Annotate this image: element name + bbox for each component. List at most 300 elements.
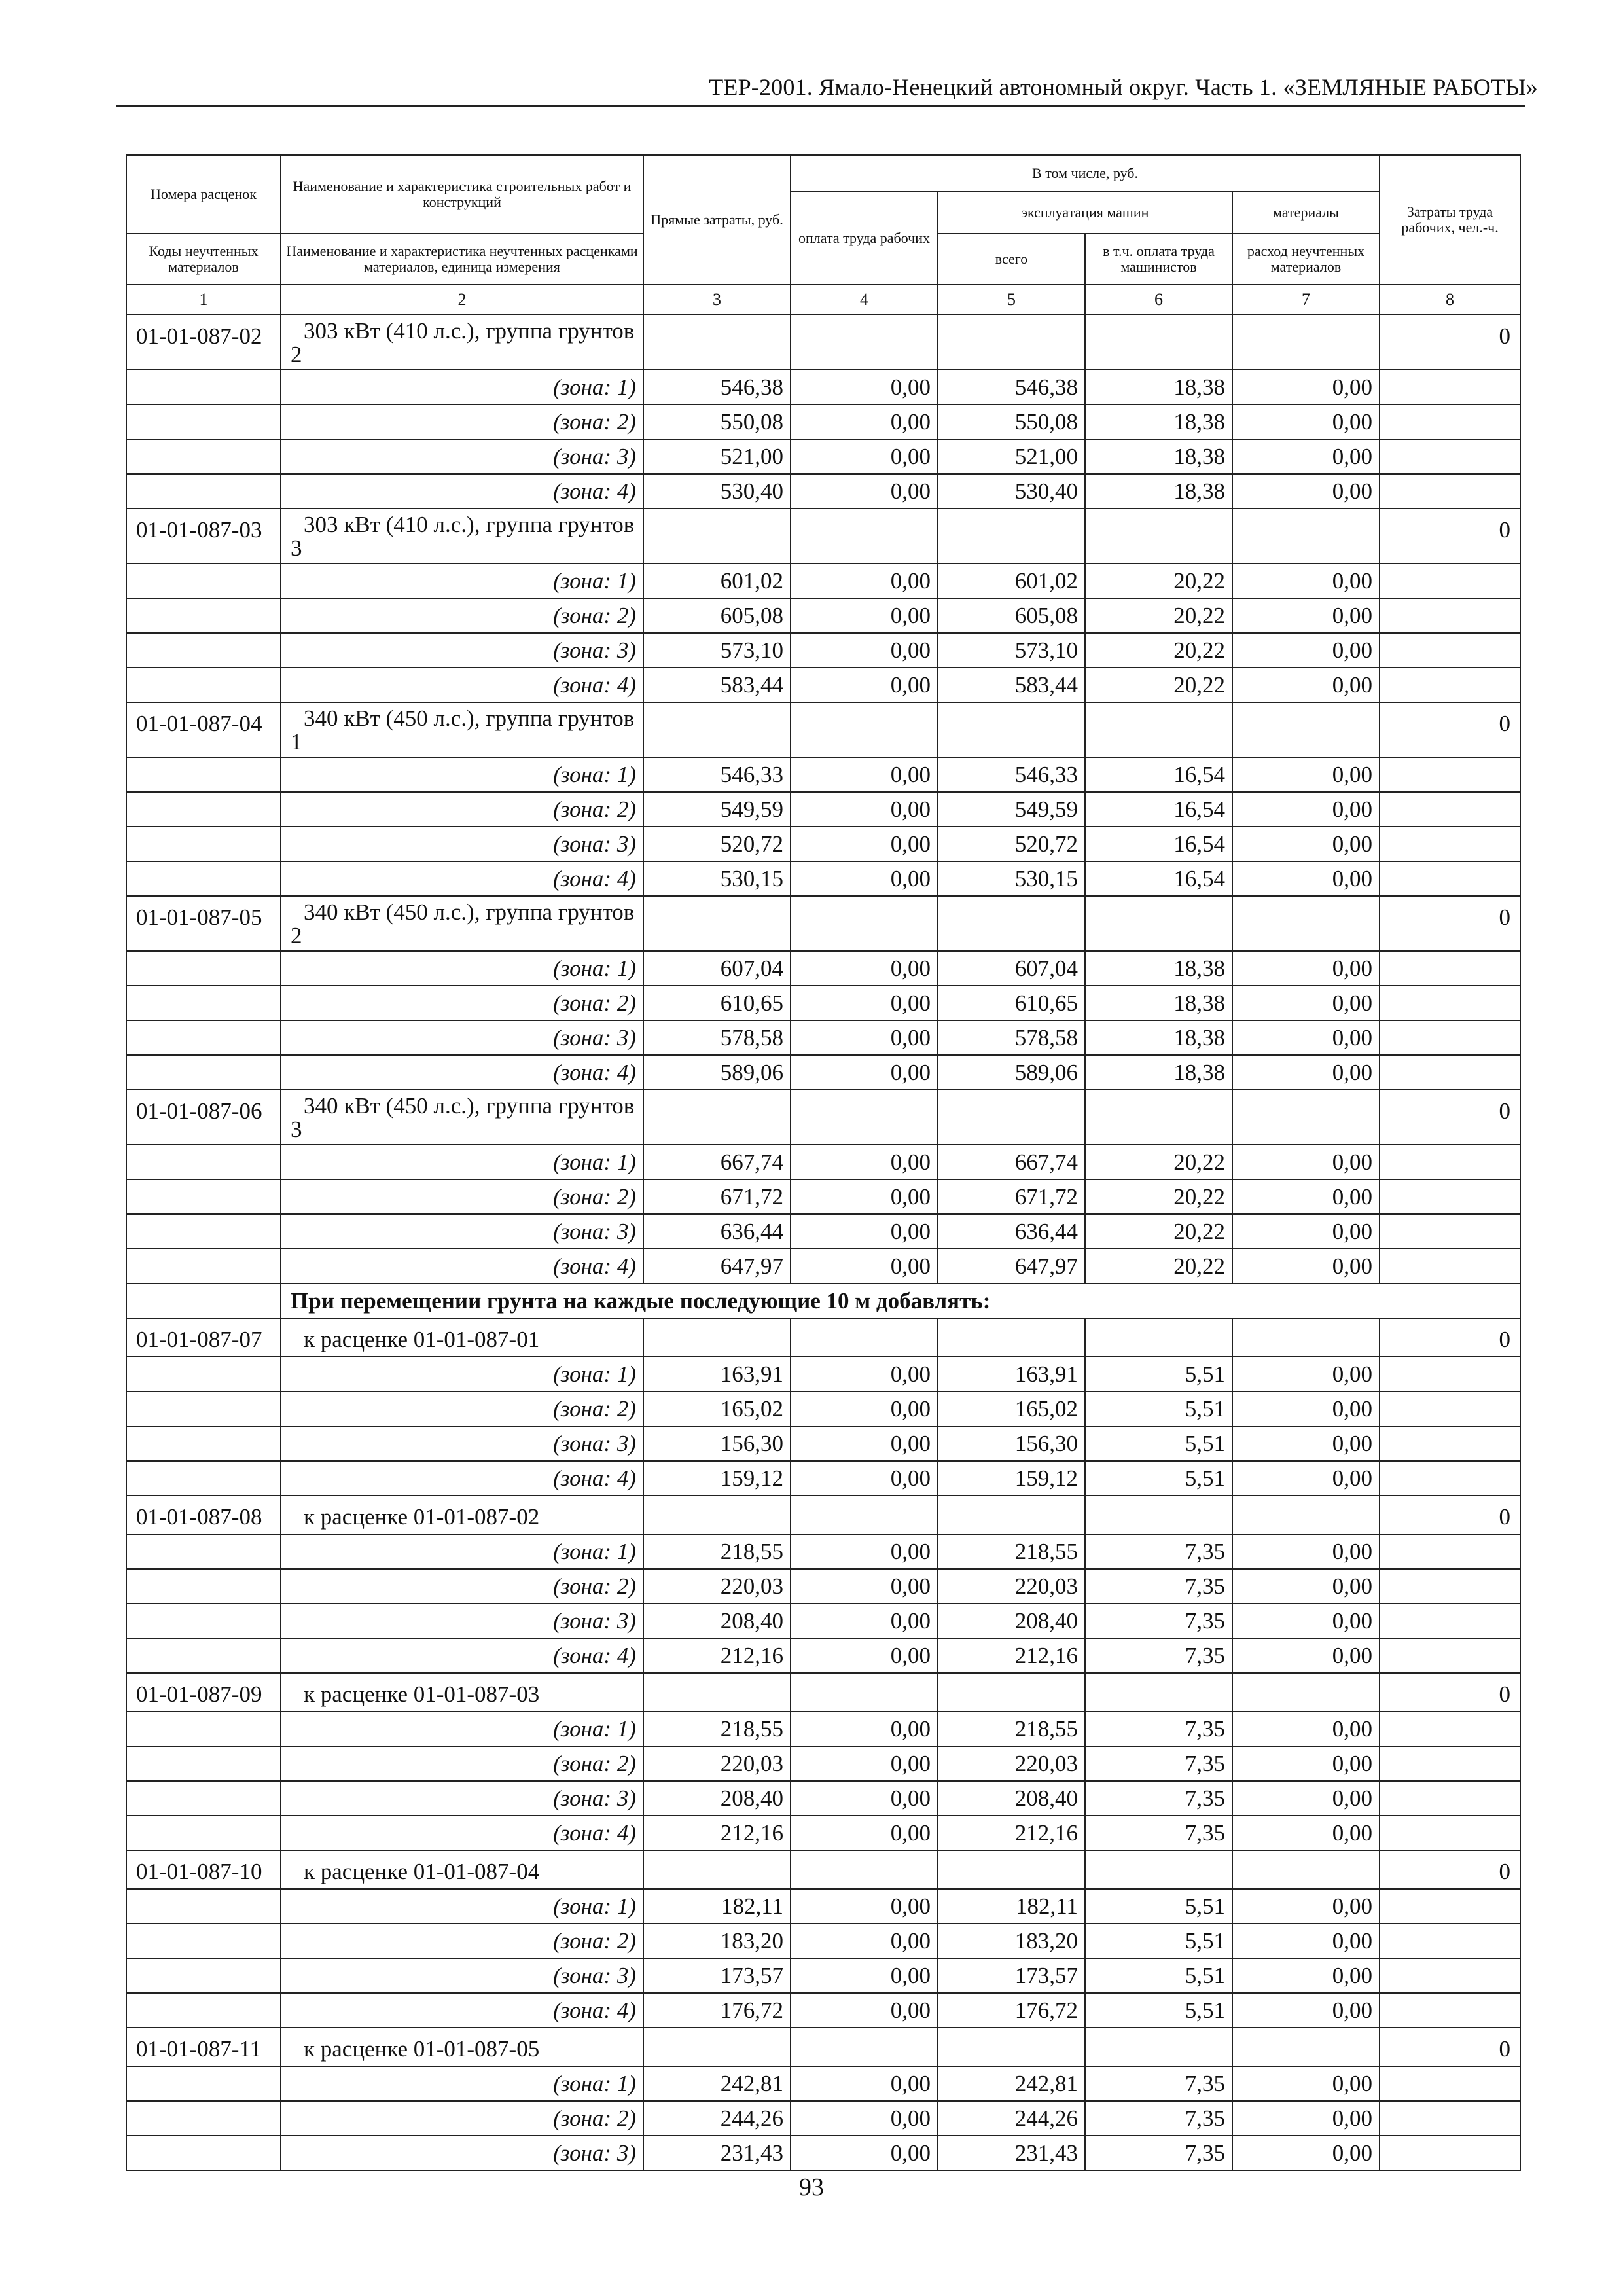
column-number: 5 — [938, 285, 1085, 315]
worker-wages: 0,00 — [791, 439, 938, 474]
operator-wages: 7,35 — [1085, 1604, 1232, 1638]
operator-wages: 18,38 — [1085, 404, 1232, 439]
empty-cell — [126, 1283, 281, 1318]
zone-row — [126, 1020, 1520, 1055]
worker-wages: 0,00 — [791, 598, 938, 633]
direct-costs: 530,40 — [643, 474, 791, 509]
operator-wages: 7,35 — [1085, 2136, 1232, 2170]
zone-label: (зона: 1) — [281, 2066, 643, 2101]
zone-label: (зона: 2) — [281, 2101, 643, 2136]
empty-cell — [126, 1712, 281, 1746]
worker-wages: 0,00 — [791, 1357, 938, 1391]
rate-name: к расценке 01-01-087-01 — [281, 1318, 643, 1357]
empty-cell — [1380, 1145, 1520, 1179]
empty-cell — [643, 896, 791, 951]
machines-total: 546,38 — [938, 370, 1085, 404]
materials: 0,00 — [1232, 1958, 1380, 1993]
zone-label: (зона: 1) — [281, 1145, 643, 1179]
worker-wages: 0,00 — [791, 1638, 938, 1673]
rate-row — [126, 1673, 1520, 1712]
machines-total: 610,65 — [938, 986, 1085, 1020]
column-number: 1 — [126, 285, 281, 315]
empty-cell — [1380, 2136, 1520, 2170]
rate-row — [126, 509, 1520, 564]
direct-costs: 605,08 — [643, 598, 791, 633]
direct-costs: 176,72 — [643, 1993, 791, 2028]
operator-wages: 18,38 — [1085, 474, 1232, 509]
zone-label: (зона: 2) — [281, 986, 643, 1020]
machines-total: 165,02 — [938, 1391, 1085, 1426]
zone-row — [126, 370, 1520, 404]
machines-total: 218,55 — [938, 1534, 1085, 1569]
worker-wages: 0,00 — [791, 2101, 938, 2136]
zone-row — [126, 1816, 1520, 1850]
machines-total: 520,72 — [938, 827, 1085, 861]
empty-cell — [1085, 1318, 1232, 1357]
direct-costs: 242,81 — [643, 2066, 791, 2101]
zone-label: (зона: 3) — [281, 827, 643, 861]
empty-cell — [126, 668, 281, 702]
operator-wages: 20,22 — [1085, 1249, 1232, 1283]
zone-label: (зона: 1) — [281, 757, 643, 792]
empty-cell — [1085, 702, 1232, 757]
rate-name: 303 кВт (410 л.с.), группа грунтов 3 — [281, 509, 643, 564]
direct-costs: 218,55 — [643, 1712, 791, 1746]
zone-row — [126, 439, 1520, 474]
zone-label: (зона: 1) — [281, 1712, 643, 1746]
rate-code: 01-01-087-05 — [126, 896, 281, 951]
worker-wages: 0,00 — [791, 564, 938, 598]
zone-row — [126, 1569, 1520, 1604]
zone-row — [126, 1426, 1520, 1461]
table-body — [126, 315, 1520, 2170]
empty-cell — [1085, 1496, 1232, 1534]
direct-costs: 163,91 — [643, 1357, 791, 1391]
section-title: При перемещении грунта на каждые последующие 10 м добавлять: — [281, 1283, 1520, 1318]
machines-total: 208,40 — [938, 1604, 1085, 1638]
empty-cell — [126, 1781, 281, 1816]
operator-wages: 20,22 — [1085, 668, 1232, 702]
empty-cell — [1380, 1712, 1520, 1746]
direct-costs: 636,44 — [643, 1214, 791, 1249]
zone-label: (зона: 2) — [281, 1391, 643, 1426]
rate-name: к расценке 01-01-087-02 — [281, 1496, 643, 1534]
empty-cell — [126, 1569, 281, 1604]
empty-cell — [126, 1145, 281, 1179]
column-number: 4 — [791, 285, 938, 315]
empty-cell — [791, 1318, 938, 1357]
machines-total: 605,08 — [938, 598, 1085, 633]
rate-row — [126, 702, 1520, 757]
labor-costs: 0 — [1380, 1090, 1520, 1145]
materials: 0,00 — [1232, 633, 1380, 668]
empty-cell — [1380, 1958, 1520, 1993]
zone-row — [126, 668, 1520, 702]
operator-wages: 7,35 — [1085, 1534, 1232, 1569]
direct-costs: 183,20 — [643, 1924, 791, 1958]
rate-code: 01-01-087-08 — [126, 1496, 281, 1534]
empty-cell — [126, 1214, 281, 1249]
direct-costs: 601,02 — [643, 564, 791, 598]
header-rule — [116, 105, 1525, 107]
empty-cell — [1232, 2028, 1380, 2066]
operator-wages: 20,22 — [1085, 598, 1232, 633]
direct-costs: 159,12 — [643, 1461, 791, 1496]
table-header — [126, 155, 1520, 315]
materials: 0,00 — [1232, 564, 1380, 598]
operator-wages: 5,51 — [1085, 1461, 1232, 1496]
labor-costs: 0 — [1380, 1496, 1520, 1534]
empty-cell — [938, 1496, 1085, 1534]
materials: 0,00 — [1232, 370, 1380, 404]
empty-cell — [1380, 1569, 1520, 1604]
empty-cell — [1232, 1318, 1380, 1357]
operator-wages: 18,38 — [1085, 439, 1232, 474]
direct-costs: 647,97 — [643, 1249, 791, 1283]
empty-cell — [791, 1673, 938, 1712]
machines-total: 521,00 — [938, 439, 1085, 474]
operator-wages: 20,22 — [1085, 633, 1232, 668]
zone-label: (зона: 1) — [281, 1357, 643, 1391]
operator-wages: 7,35 — [1085, 1712, 1232, 1746]
zone-row — [126, 1145, 1520, 1179]
empty-cell — [1232, 1673, 1380, 1712]
empty-cell — [126, 2066, 281, 2101]
zone-label: (зона: 2) — [281, 1746, 643, 1781]
zone-row — [126, 564, 1520, 598]
rate-name: 340 кВт (450 л.с.), группа грунтов 1 — [281, 702, 643, 757]
empty-cell — [791, 702, 938, 757]
machines-total: 636,44 — [938, 1214, 1085, 1249]
empty-cell — [1380, 370, 1520, 404]
empty-cell — [643, 315, 791, 370]
worker-wages: 0,00 — [791, 1534, 938, 1569]
empty-cell — [938, 1673, 1085, 1712]
rate-row — [126, 1496, 1520, 1534]
direct-costs: 583,44 — [643, 668, 791, 702]
empty-cell — [791, 1496, 938, 1534]
materials: 0,00 — [1232, 2066, 1380, 2101]
header-materials: материалы — [1232, 192, 1380, 234]
materials: 0,00 — [1232, 598, 1380, 633]
materials: 0,00 — [1232, 1391, 1380, 1426]
empty-cell — [938, 1090, 1085, 1145]
direct-costs: 589,06 — [643, 1055, 791, 1090]
operator-wages: 5,51 — [1085, 1993, 1232, 2028]
direct-costs: 212,16 — [643, 1638, 791, 1673]
empty-cell — [126, 439, 281, 474]
empty-cell — [1380, 1638, 1520, 1673]
direct-costs: 610,65 — [643, 986, 791, 1020]
header-material-name: Наименование и характеристика неучтенных расценками материалов, единица измерения — [281, 234, 643, 285]
empty-cell — [1380, 1534, 1520, 1569]
empty-cell — [643, 1850, 791, 1889]
empty-cell — [938, 509, 1085, 564]
empty-cell — [1232, 1090, 1380, 1145]
empty-cell — [126, 1604, 281, 1638]
empty-cell — [1380, 1924, 1520, 1958]
direct-costs: 156,30 — [643, 1426, 791, 1461]
zone-row — [126, 827, 1520, 861]
zone-row — [126, 861, 1520, 896]
zone-row — [126, 951, 1520, 986]
zone-label: (зона: 2) — [281, 404, 643, 439]
worker-wages: 0,00 — [791, 404, 938, 439]
direct-costs: 671,72 — [643, 1179, 791, 1214]
header-machines: эксплуатация машин — [938, 192, 1232, 234]
rate-name: 340 кВт (450 л.с.), группа грунтов 3 — [281, 1090, 643, 1145]
direct-costs: 220,03 — [643, 1569, 791, 1604]
zone-row — [126, 1249, 1520, 1283]
machines-total: 530,40 — [938, 474, 1085, 509]
worker-wages: 0,00 — [791, 2066, 938, 2101]
rate-code: 01-01-087-02 — [126, 315, 281, 370]
empty-cell — [1380, 1816, 1520, 1850]
worker-wages: 0,00 — [791, 370, 938, 404]
zone-label: (зона: 2) — [281, 1569, 643, 1604]
operator-wages: 7,35 — [1085, 1569, 1232, 1604]
direct-costs: 165,02 — [643, 1391, 791, 1426]
zone-row — [126, 2066, 1520, 2101]
empty-cell — [643, 1318, 791, 1357]
header-rate-numbers: Номера расценок — [126, 155, 281, 234]
header-machines-total: всего — [938, 234, 1085, 285]
operator-wages: 16,54 — [1085, 827, 1232, 861]
direct-costs: 550,08 — [643, 404, 791, 439]
zone-row — [126, 633, 1520, 668]
machines-total: 244,26 — [938, 2101, 1085, 2136]
empty-cell — [126, 1638, 281, 1673]
materials: 0,00 — [1232, 1214, 1380, 1249]
direct-costs: 573,10 — [643, 633, 791, 668]
materials: 0,00 — [1232, 1357, 1380, 1391]
labor-costs: 0 — [1380, 2028, 1520, 2066]
empty-cell — [1380, 792, 1520, 827]
materials: 0,00 — [1232, 1712, 1380, 1746]
zone-label: (зона: 1) — [281, 951, 643, 986]
zone-row — [126, 1604, 1520, 1638]
worker-wages: 0,00 — [791, 1461, 938, 1496]
empty-cell — [1380, 986, 1520, 1020]
worker-wages: 0,00 — [791, 1179, 938, 1214]
empty-cell — [1380, 1426, 1520, 1461]
zone-label: (зона: 3) — [281, 2136, 643, 2170]
empty-cell — [126, 1055, 281, 1090]
rate-row — [126, 1090, 1520, 1145]
materials: 0,00 — [1232, 2136, 1380, 2170]
empty-cell — [126, 1993, 281, 2028]
worker-wages: 0,00 — [791, 1781, 938, 1816]
zone-label: (зона: 1) — [281, 564, 643, 598]
zone-row — [126, 2136, 1520, 2170]
materials: 0,00 — [1232, 1055, 1380, 1090]
column-number: 2 — [281, 285, 643, 315]
empty-cell — [938, 1318, 1085, 1357]
empty-cell — [938, 2028, 1085, 2066]
machines-total: 156,30 — [938, 1426, 1085, 1461]
operator-wages: 7,35 — [1085, 1781, 1232, 1816]
zone-row — [126, 1461, 1520, 1496]
direct-costs: 231,43 — [643, 2136, 791, 2170]
empty-cell — [1232, 896, 1380, 951]
empty-cell — [1380, 474, 1520, 509]
empty-cell — [126, 1534, 281, 1569]
header-material-consumption: расход неучтенных материалов — [1232, 234, 1380, 285]
operator-wages: 5,51 — [1085, 1426, 1232, 1461]
worker-wages: 0,00 — [791, 1889, 938, 1924]
zone-label: (зона: 2) — [281, 1924, 643, 1958]
empty-cell — [126, 861, 281, 896]
empty-cell — [643, 1673, 791, 1712]
rate-row — [126, 896, 1520, 951]
machines-total: 208,40 — [938, 1781, 1085, 1816]
worker-wages: 0,00 — [791, 1569, 938, 1604]
empty-cell — [126, 1461, 281, 1496]
empty-cell — [1232, 509, 1380, 564]
empty-cell — [1085, 315, 1232, 370]
empty-cell — [1085, 1850, 1232, 1889]
empty-cell — [126, 1020, 281, 1055]
materials: 0,00 — [1232, 1889, 1380, 1924]
materials: 0,00 — [1232, 1145, 1380, 1179]
header-operator-wages: в т.ч. оплата труда машинистов — [1085, 234, 1232, 285]
machines-total: 173,57 — [938, 1958, 1085, 1993]
zone-label: (зона: 3) — [281, 1020, 643, 1055]
empty-cell — [126, 1391, 281, 1426]
materials: 0,00 — [1232, 1638, 1380, 1673]
empty-cell — [1380, 1889, 1520, 1924]
machines-total: 671,72 — [938, 1179, 1085, 1214]
zone-row — [126, 598, 1520, 633]
empty-cell — [126, 2101, 281, 2136]
worker-wages: 0,00 — [791, 792, 938, 827]
materials: 0,00 — [1232, 404, 1380, 439]
materials: 0,00 — [1232, 1924, 1380, 1958]
worker-wages: 0,00 — [791, 1249, 938, 1283]
empty-cell — [1380, 2101, 1520, 2136]
worker-wages: 0,00 — [791, 1746, 938, 1781]
zone-label: (зона: 2) — [281, 598, 643, 633]
empty-cell — [791, 1850, 938, 1889]
operator-wages: 20,22 — [1085, 1214, 1232, 1249]
empty-cell — [126, 1746, 281, 1781]
materials: 0,00 — [1232, 1781, 1380, 1816]
worker-wages: 0,00 — [791, 1145, 938, 1179]
zone-row — [126, 1391, 1520, 1426]
empty-cell — [791, 509, 938, 564]
operator-wages: 20,22 — [1085, 1145, 1232, 1179]
header-labor-costs: Затраты труда рабочих, чел.-ч. — [1380, 155, 1520, 285]
empty-cell — [1380, 404, 1520, 439]
worker-wages: 0,00 — [791, 1993, 938, 2028]
zone-row — [126, 1214, 1520, 1249]
operator-wages: 7,35 — [1085, 2101, 1232, 2136]
rate-code: 01-01-087-11 — [126, 2028, 281, 2066]
machines-total: 589,06 — [938, 1055, 1085, 1090]
empty-cell — [1380, 2066, 1520, 2101]
labor-costs: 0 — [1380, 1318, 1520, 1357]
operator-wages: 16,54 — [1085, 792, 1232, 827]
materials: 0,00 — [1232, 827, 1380, 861]
worker-wages: 0,00 — [791, 474, 938, 509]
empty-cell — [1380, 861, 1520, 896]
header-wages: оплата труда рабочих — [791, 192, 938, 285]
empty-cell — [126, 2136, 281, 2170]
operator-wages: 16,54 — [1085, 861, 1232, 896]
empty-cell — [126, 370, 281, 404]
operator-wages: 5,51 — [1085, 1391, 1232, 1426]
empty-cell — [1380, 951, 1520, 986]
worker-wages: 0,00 — [791, 986, 938, 1020]
materials: 0,00 — [1232, 1993, 1380, 2028]
labor-costs: 0 — [1380, 315, 1520, 370]
machines-total: 550,08 — [938, 404, 1085, 439]
machines-total: 573,10 — [938, 633, 1085, 668]
rate-code: 01-01-087-04 — [126, 702, 281, 757]
worker-wages: 0,00 — [791, 1958, 938, 1993]
empty-cell — [1380, 1055, 1520, 1090]
empty-cell — [126, 598, 281, 633]
machines-total: 220,03 — [938, 1746, 1085, 1781]
machines-total: 530,15 — [938, 861, 1085, 896]
rate-name: к расценке 01-01-087-03 — [281, 1673, 643, 1712]
empty-cell — [1380, 1020, 1520, 1055]
zone-label: (зона: 4) — [281, 1816, 643, 1850]
empty-cell — [938, 1850, 1085, 1889]
direct-costs: 667,74 — [643, 1145, 791, 1179]
header-material-codes: Коды неучтенных материалов — [126, 234, 281, 285]
machines-total: 549,59 — [938, 792, 1085, 827]
direct-costs: 578,58 — [643, 1020, 791, 1055]
empty-cell — [1232, 1850, 1380, 1889]
worker-wages: 0,00 — [791, 668, 938, 702]
empty-cell — [126, 1924, 281, 1958]
header-including: В том числе, руб. — [791, 155, 1380, 192]
empty-cell — [126, 1426, 281, 1461]
zone-label: (зона: 1) — [281, 370, 643, 404]
machines-total: 163,91 — [938, 1357, 1085, 1391]
zone-label: (зона: 2) — [281, 792, 643, 827]
empty-cell — [126, 404, 281, 439]
materials: 0,00 — [1232, 474, 1380, 509]
worker-wages: 0,00 — [791, 861, 938, 896]
empty-cell — [1380, 564, 1520, 598]
machines-total: 212,16 — [938, 1816, 1085, 1850]
zone-row — [126, 1712, 1520, 1746]
zone-label: (зона: 4) — [281, 474, 643, 509]
empty-cell — [1380, 633, 1520, 668]
zone-row — [126, 1357, 1520, 1391]
column-number: 8 — [1380, 285, 1520, 315]
materials: 0,00 — [1232, 861, 1380, 896]
empty-cell — [938, 315, 1085, 370]
operator-wages: 5,51 — [1085, 1958, 1232, 1993]
rate-row — [126, 315, 1520, 370]
empty-cell — [126, 564, 281, 598]
zone-row — [126, 1746, 1520, 1781]
rate-name: к расценке 01-01-087-05 — [281, 2028, 643, 2066]
empty-cell — [126, 1249, 281, 1283]
machines-total: 220,03 — [938, 1569, 1085, 1604]
zone-label: (зона: 3) — [281, 1958, 643, 1993]
machines-total: 578,58 — [938, 1020, 1085, 1055]
rate-row — [126, 1850, 1520, 1889]
operator-wages: 7,35 — [1085, 2066, 1232, 2101]
empty-cell — [126, 1816, 281, 1850]
direct-costs: 546,38 — [643, 370, 791, 404]
labor-costs: 0 — [1380, 896, 1520, 951]
empty-cell — [1380, 668, 1520, 702]
